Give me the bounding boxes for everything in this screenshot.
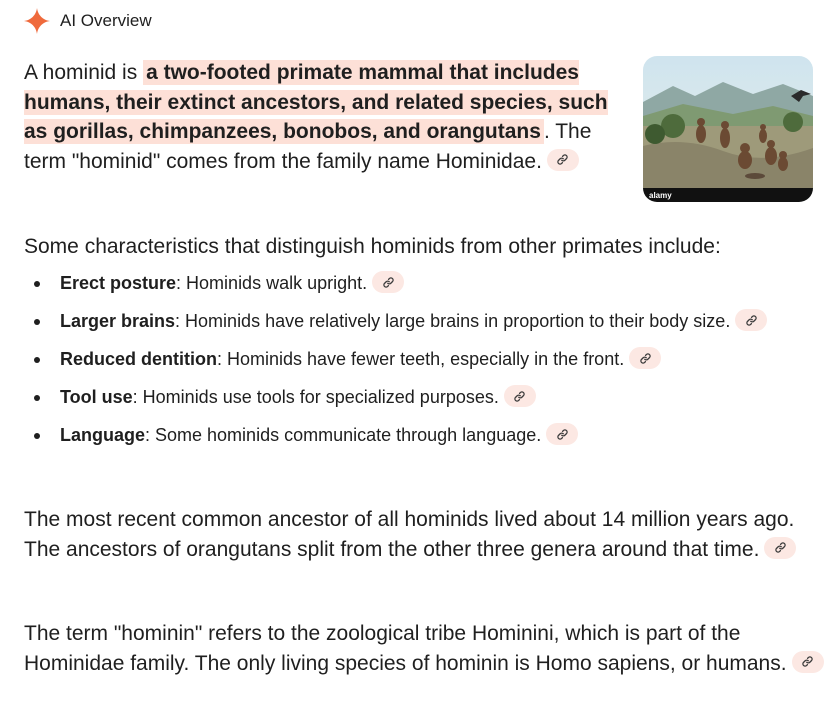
list-item <box>24 384 814 411</box>
sparkle-icon <box>24 8 50 34</box>
characteristics-list <box>24 270 814 460</box>
source-link-chip[interactable] <box>546 423 578 445</box>
list-item-term: Reduced dentition <box>60 349 217 369</box>
list-item-text: : Hominids use tools for specialized purposes. <box>132 387 499 407</box>
list-item <box>24 422 814 449</box>
link-icon <box>556 428 569 441</box>
hominin-paragraph <box>24 619 824 678</box>
intro-highlight: a two-footed primate mammal that includes humans, their extinct ancestors, and related species, such as gorillas, chimpanzees, bonobos, and orangutans <box>24 61 608 143</box>
ancestor-paragraph <box>24 505 814 564</box>
source-link-chip[interactable] <box>735 309 767 331</box>
list-item <box>24 346 814 373</box>
source-link-chip[interactable] <box>504 385 536 407</box>
ai-overview-title: AI Overview <box>60 11 152 30</box>
list-item-term: Erect posture <box>60 273 177 293</box>
link-icon <box>745 314 758 327</box>
source-link-chip[interactable] <box>764 537 796 559</box>
link-icon <box>513 390 526 403</box>
watermark-text: alamy <box>649 191 672 200</box>
list-item-text: : Hominids walk upright. <box>176 273 368 293</box>
list-item <box>24 308 814 335</box>
source-link-chip[interactable] <box>629 347 661 369</box>
hominid-illustration-image[interactable] <box>643 56 813 202</box>
ancestor-text: The most recent common ancestor of all hominids lived about 14 million years ago. The ancestors of orangutans split from the other three genera around that time. <box>24 508 795 561</box>
source-link-chip[interactable] <box>547 149 579 171</box>
list-item-term: Language <box>60 425 146 445</box>
intro-paragraph <box>24 58 634 176</box>
hominin-text: The term "hominin" refers to the zoological tribe Hominini, which is part of the Hominidae family. The only living species of hominin is Homo sapiens, or humans. <box>24 622 787 675</box>
characteristics-intro: Some characteristics that distinguish hominids from other primates include: <box>24 235 721 258</box>
list-item-text: : Some hominids communicate through language. <box>145 425 542 445</box>
list-item <box>24 270 814 297</box>
intro-suffix: . The term "hominid" comes from the family name Hominidae. <box>24 120 592 173</box>
link-icon <box>556 153 569 166</box>
link-icon <box>801 655 814 668</box>
list-item-term: Tool use <box>60 387 133 407</box>
ai-overview-header <box>24 6 152 36</box>
list-item-term: Larger brains <box>60 311 176 331</box>
link-icon <box>382 276 395 289</box>
link-icon <box>774 541 787 554</box>
source-link-chip[interactable] <box>372 271 404 293</box>
list-item-text: : Hominids have relatively large brains in proportion to their body size. <box>175 311 731 331</box>
link-icon <box>639 352 652 365</box>
intro-prefix: A hominid is <box>24 61 144 84</box>
list-item-text: : Hominids have fewer teeth, especially in the front. <box>217 349 625 369</box>
source-link-chip[interactable] <box>792 651 824 673</box>
